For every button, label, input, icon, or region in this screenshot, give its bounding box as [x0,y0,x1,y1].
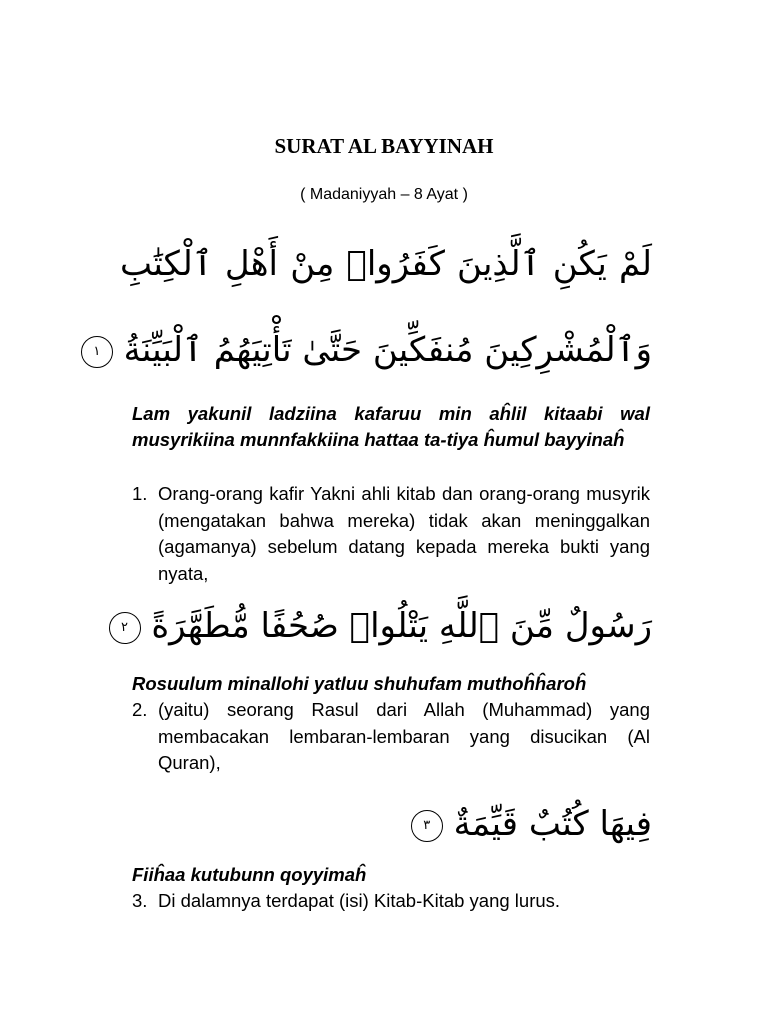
list-number: 1. [132,483,148,504]
arabic-verse-1-line-1: لَمْ يَكُنِ ٱلَّذِينَ كَفَرُوا۟ مِنْ أَهْلِ ٱلْكِتَٰبِ [120,244,652,284]
ayah-number-marker: ٣ [411,810,443,842]
arabic-text: وَٱلْمُشْرِكِينَ مُنفَكِّينَ حَتَّىٰ تَأْتِيَهُمُ ٱلْبَيِّنَةُ [123,330,652,370]
list-number: 2. [132,699,148,720]
translation-verse-1 [132,481,650,587]
arabic-verse-3 [120,804,652,845]
document-title: SURAT AL BAYYINAH [274,134,494,158]
translation-text: Orang-orang kafir Yakni ahli kitab dan orang-orang musyrik (mengatakan bahwa mereka) tidak akan meninggalkan (agamanya) sebelum datang kepada mereka bukti yang nyata, [158,483,650,584]
translation-text: (yaitu) seorang Rasul dari Allah (Muhammad) yang membacakan lembaran-lembaran yang disucikan (Al Quran), [158,699,650,773]
transliteration-verse-3: Fiiĥaa kutubunn qoyyimaĥ [132,864,367,885]
transliteration-verse-2: Rosuulum minallohi yatluu shuhufam muthoĥĥaroĥ [132,673,587,694]
ayah-number-marker: ٢ [109,612,141,644]
arabic-verse-1-line-2 [93,330,652,371]
translation-text: Di dalamnya terdapat (isi) Kitab-Kitab yang lurus. [158,890,561,911]
arabic-text: فِيهَا كُتُبٌ قَيِّمَةٌ [453,804,652,844]
list-number: 3. [132,890,148,911]
ayah-number-marker: ١ [81,336,113,368]
transliteration-verse-1: Lam yakunil ladziina kafaruu min aĥlil kitaabi wal musyrikiina munnfakkiina hattaa ta-tiya ĥumul bayyinaĥ [132,403,650,450]
translation-verse-3 [132,888,650,915]
arabic-verse-2 [120,606,652,647]
document-subtitle: ( Madaniyyah – 8 Ayat ) [300,186,468,203]
translation-verse-2 [132,697,650,777]
arabic-text: رَسُولٌ مِّنَ ٱللَّهِ يَتْلُوا۟ صُحُفًا مُّطَهَّرَةً [151,606,652,646]
